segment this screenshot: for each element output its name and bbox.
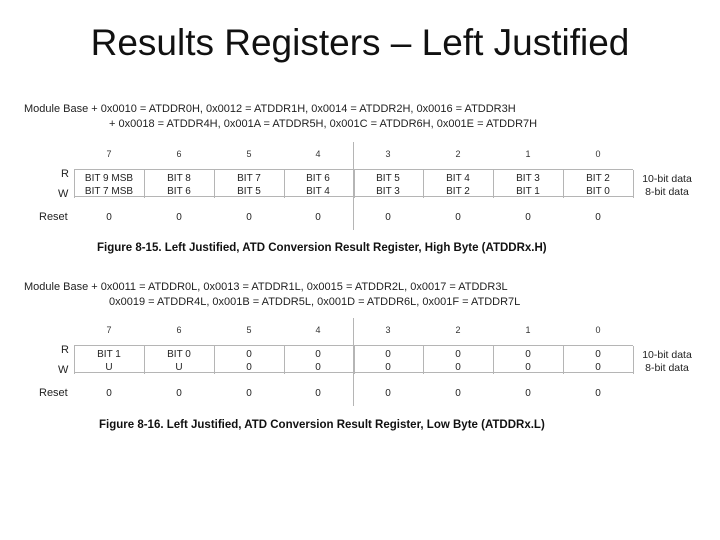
read-cell: 0 — [385, 349, 391, 360]
reset-value: 0 — [246, 388, 252, 399]
fig15-address-line-2: + 0x0018 = ATDDR4H, 0x001A = ATDDR5H, 0x001C = ATDDR6H, 0x001E = ATDDR7H — [109, 118, 538, 130]
note-8bit: 8-bit data — [645, 186, 689, 198]
bit-number: 7 — [106, 325, 112, 335]
write-label: W — [58, 364, 69, 376]
write-cell: BIT 7 MSB — [84, 186, 134, 197]
write-cell: BIT 3 — [376, 186, 400, 197]
column-divider — [633, 170, 634, 198]
bit-number: 7 — [106, 149, 112, 159]
reset-value: 0 — [455, 212, 461, 223]
bit-number: 6 — [176, 149, 182, 159]
write-cell: U — [105, 362, 113, 373]
reset-label: Reset — [39, 211, 68, 223]
read-cell: BIT 2 — [586, 173, 610, 184]
reset-value: 0 — [176, 212, 182, 223]
read-cell: BIT 0 — [167, 349, 191, 360]
column-divider — [633, 346, 634, 374]
write-label: W — [58, 188, 69, 200]
note-10bit: 10-bit data — [642, 173, 692, 185]
row-divider — [74, 169, 633, 170]
read-cell: BIT 3 — [516, 173, 540, 184]
reset-value: 0 — [455, 388, 461, 399]
bit-number: 0 — [595, 149, 601, 159]
read-cell: 0 — [315, 349, 321, 360]
write-cell: 0 — [525, 362, 531, 373]
read-cell: 0 — [525, 349, 531, 360]
reset-value: 0 — [525, 212, 531, 223]
row-divider — [74, 345, 633, 346]
write-cell: BIT 0 — [586, 186, 610, 197]
write-cell: 0 — [385, 362, 391, 373]
bit-number: 6 — [176, 325, 182, 335]
write-cell: 0 — [315, 362, 321, 373]
write-cell: BIT 2 — [446, 186, 470, 197]
read-cell: BIT 7 — [237, 173, 261, 184]
read-cell: BIT 1 — [97, 349, 121, 360]
reset-value: 0 — [525, 388, 531, 399]
read-cell: 0 — [595, 349, 601, 360]
reset-value: 0 — [595, 212, 601, 223]
read-cell: BIT 4 — [446, 173, 470, 184]
bit-number: 5 — [246, 325, 252, 335]
fig16-address-line-1: Module Base + 0x0011 = ATDDR0L, 0x0013 = ATDDR1L, 0x0015 = ATDDR2L, 0x0017 = ATDDR3L — [24, 281, 508, 293]
bit-number: 3 — [385, 325, 391, 335]
read-cell: 0 — [246, 349, 252, 360]
fig15-address-line-1: Module Base + 0x0010 = ATDDR0H, 0x0012 = ATDDR1H, 0x0014 = ATDDR2H, 0x0016 = ATDDR3H — [24, 103, 516, 115]
bit-number: 4 — [315, 149, 321, 159]
bit-number: 3 — [385, 149, 391, 159]
bit-number: 4 — [315, 325, 321, 335]
reset-value: 0 — [595, 388, 601, 399]
read-cell: BIT 5 — [376, 173, 400, 184]
bit-number: 1 — [525, 325, 531, 335]
read-label: R — [61, 344, 69, 356]
reset-value: 0 — [385, 212, 391, 223]
bit-number: 2 — [455, 325, 461, 335]
write-cell: U — [175, 362, 183, 373]
write-cell: 0 — [455, 362, 461, 373]
fig16-address-line-2: 0x0019 = ATDDR4L, 0x001B = ATDDR5L, 0x001D = ATDDR6L, 0x001F = ATDDR7L — [109, 296, 521, 308]
read-label: R — [61, 168, 69, 180]
read-cell: BIT 8 — [167, 173, 191, 184]
reset-value: 0 — [315, 388, 321, 399]
write-cell: BIT 6 — [167, 186, 191, 197]
write-cell: BIT 5 — [237, 186, 261, 197]
bit-number: 2 — [455, 149, 461, 159]
read-cell: BIT 9 MSB — [84, 173, 134, 184]
reset-value: 0 — [106, 212, 112, 223]
reset-value: 0 — [106, 388, 112, 399]
write-cell: 0 — [246, 362, 252, 373]
bit-number: 0 — [595, 325, 601, 335]
reset-value: 0 — [315, 212, 321, 223]
write-cell: 0 — [595, 362, 601, 373]
reset-value: 0 — [385, 388, 391, 399]
bit-number: 1 — [525, 149, 531, 159]
fig15-caption: Figure 8-15. Left Justified, ATD Conversion Result Register, High Byte (ATDDRx.H) — [97, 242, 547, 254]
bit-number: 5 — [246, 149, 252, 159]
read-cell: 0 — [455, 349, 461, 360]
note-10bit: 10-bit data — [642, 349, 692, 361]
write-cell: BIT 4 — [306, 186, 330, 197]
reset-label: Reset — [39, 387, 68, 399]
read-cell: BIT 6 — [306, 173, 330, 184]
slide-title: Results Registers – Left Justified — [90, 22, 630, 63]
fig16-caption: Figure 8-16. Left Justified, ATD Conversion Result Register, Low Byte (ATDDRx.L) — [99, 419, 545, 431]
note-8bit: 8-bit data — [645, 362, 689, 374]
write-cell: BIT 1 — [516, 186, 540, 197]
reset-value: 0 — [246, 212, 252, 223]
reset-value: 0 — [176, 388, 182, 399]
